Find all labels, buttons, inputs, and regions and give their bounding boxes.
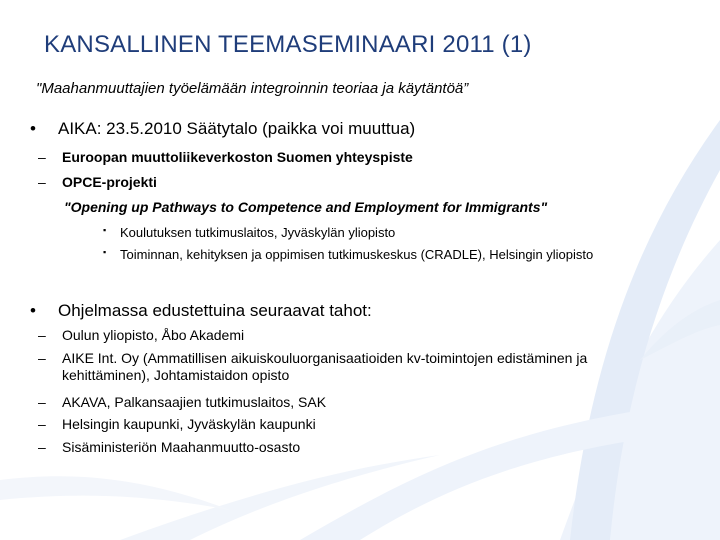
project-quote: "Opening up Pathways to Competence and Employment for Immigrants" — [64, 199, 548, 215]
participants-heading: Ohjelmassa edustettuina seuraavat tahot: — [58, 301, 372, 320]
participant-text: AKAVA, Palkansaajien tutkimuslaitos, SAK — [62, 394, 327, 410]
dash-mark: – — [38, 439, 46, 455]
item-emn-text: Euroopan muuttoliikeverkoston Suomen yhteyspiste — [62, 149, 413, 165]
time-location-text: AIKA: 23.5.2010 Säätytalo (paikka voi muuttua) — [58, 119, 416, 138]
slide-title: KANSALLINEN TEEMASEMINAARI 2011 (1) — [44, 31, 532, 58]
participant-text: Oulun yliopisto, Åbo Akademi — [62, 327, 245, 343]
dash-mark: – — [38, 149, 46, 165]
dash-mark: – — [38, 394, 46, 410]
dash-mark: – — [38, 350, 46, 366]
bullet-dot: • — [30, 301, 36, 320]
participant-text: Sisäministeriön Maahanmuutto-osasto — [62, 439, 301, 455]
seminar-subtitle: "Maahanmuuttajien työelämään integroinnin teoriaa ja käytäntöä” — [36, 80, 469, 97]
square-bullet: ▪ — [103, 247, 107, 257]
participant-text: AIKE Int. Oy (Ammatillisen aikuiskouluorganisaatioiden kv-toimintojen edistäminen ja kehittäminen), Johtamistaidon opisto — [62, 350, 588, 383]
dash-mark: – — [38, 327, 46, 343]
participant-text: Helsingin kaupunki, Jyväskylän kaupunki — [62, 416, 316, 432]
bullet-dot: • — [30, 119, 36, 138]
partner-text: Toiminnan, kehityksen ja oppimisen tutkimuskeskus (CRADLE), Helsingin yliopisto — [120, 247, 594, 262]
item-opce-text: OPCE-projekti — [62, 174, 157, 190]
square-bullet: ▪ — [103, 225, 107, 235]
dash-mark: – — [38, 174, 46, 190]
dash-mark: – — [38, 416, 46, 432]
partner-text: Koulutuksen tutkimuslaitos, Jyväskylän yliopisto — [120, 225, 396, 240]
